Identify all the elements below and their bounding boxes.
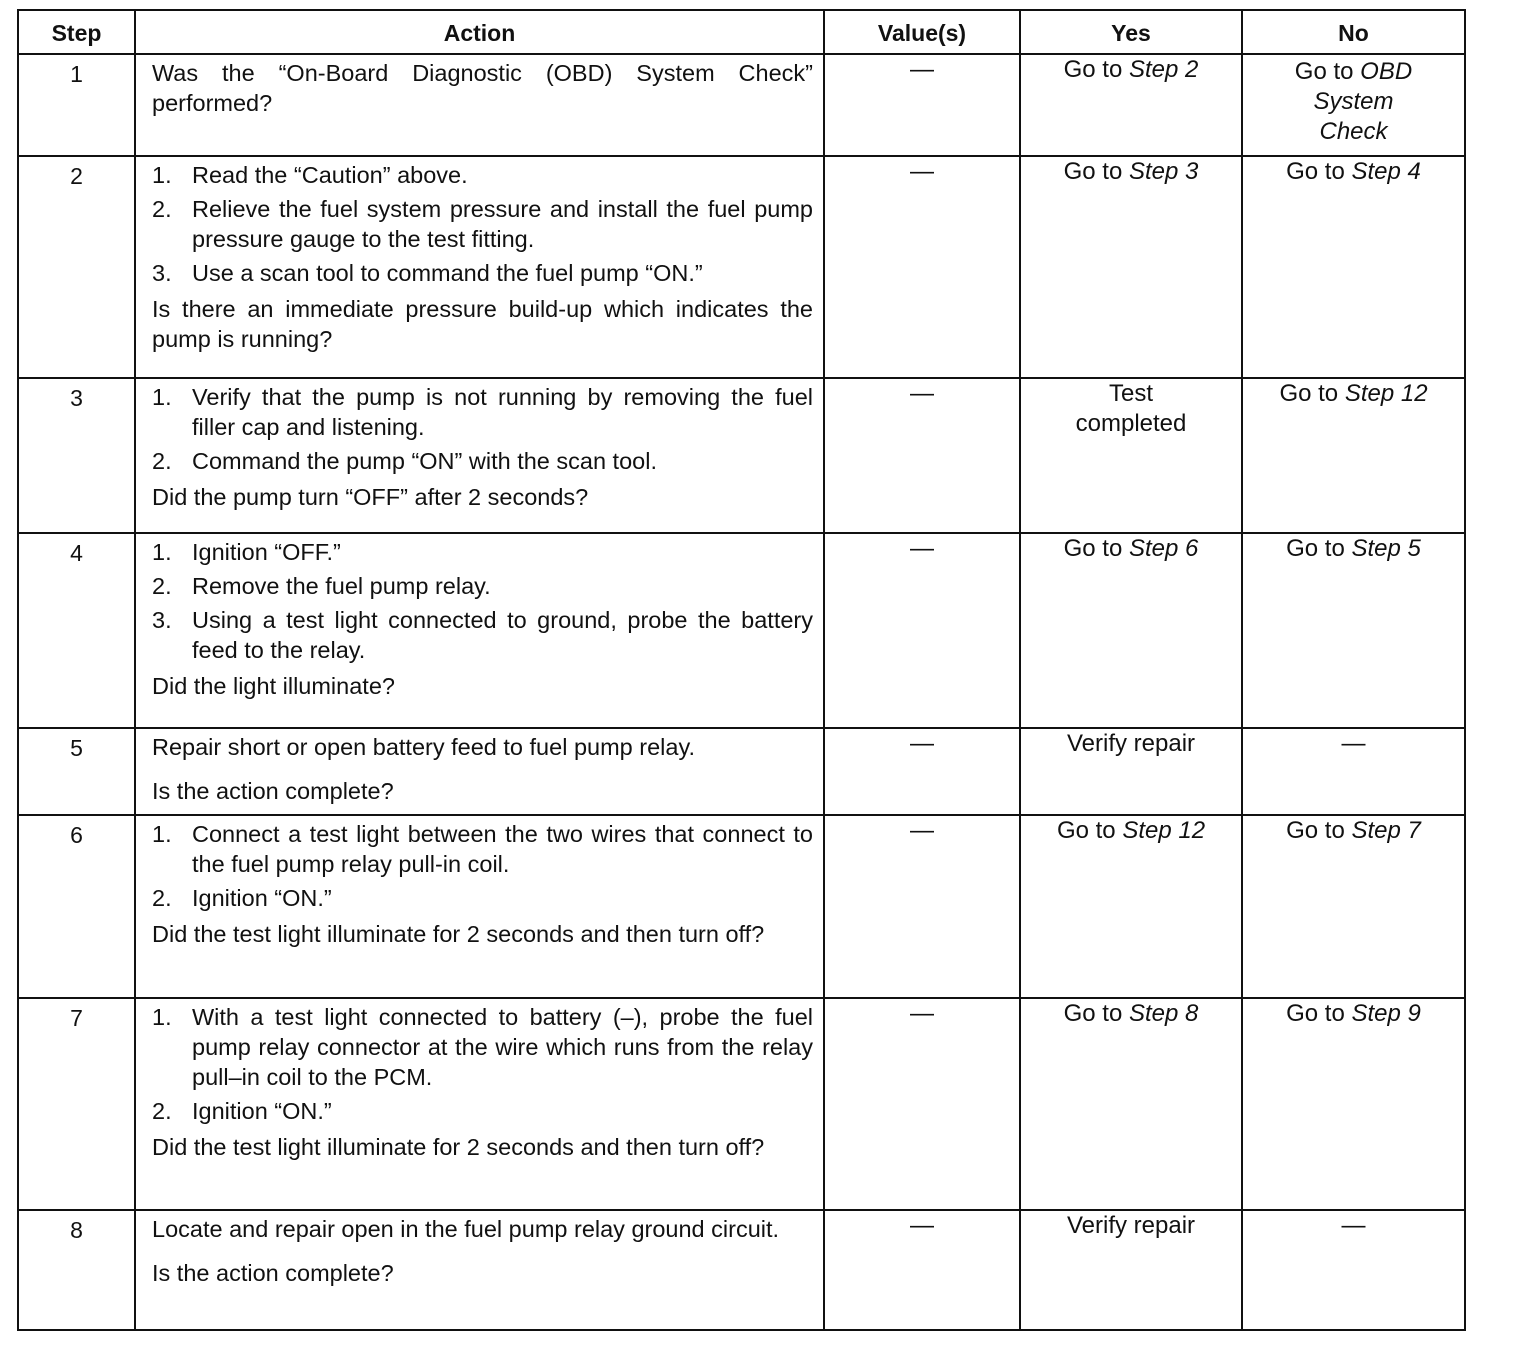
table-row: [18, 378, 1465, 533]
action-cell: [135, 815, 824, 998]
action-step-item: [152, 160, 813, 190]
no-cell: [1242, 728, 1465, 815]
step-number: 2: [18, 156, 135, 378]
no-step-reference[interactable]: Step 7: [1351, 817, 1421, 844]
item-number: 1.: [152, 1004, 172, 1030]
action-cell: [135, 378, 824, 533]
step-number: 5: [18, 728, 135, 815]
header-action: Action: [135, 10, 824, 54]
value-cell: —: [824, 533, 1020, 728]
yes-step-reference[interactable]: Step 6: [1128, 535, 1199, 562]
action-cell: [135, 533, 824, 728]
action-cell: [135, 728, 824, 815]
value-cell: —: [824, 54, 1020, 156]
item-number: 2.: [152, 885, 172, 911]
item-number: 1.: [152, 162, 172, 188]
item-text: Verify that the pump is not running by removing the fuel filler cap and listening.: [192, 384, 813, 440]
action-step-item: [152, 258, 813, 288]
no-goto-prefix: Go to: [1286, 158, 1352, 185]
no-goto-prefix: Go to: [1286, 817, 1352, 844]
value-cell: —: [824, 1210, 1020, 1330]
no-cell: [1242, 54, 1465, 156]
no-step-reference[interactable]: OBD System Check: [1313, 58, 1413, 145]
yes-cell: [1020, 728, 1242, 815]
yes-goto-prefix: Go to: [1063, 1000, 1129, 1027]
no-cell: [1242, 1210, 1465, 1330]
no-step-reference[interactable]: Step 12: [1344, 380, 1428, 407]
action-step-item: [152, 883, 813, 913]
table-row: [18, 998, 1465, 1210]
yes-text: Test completed: [1075, 380, 1187, 437]
item-text: Ignition “OFF.”: [192, 539, 341, 565]
action-question: Is the action complete?: [152, 1260, 394, 1286]
yes-step-reference[interactable]: Step 2: [1128, 56, 1199, 83]
no-text: —: [1341, 730, 1366, 757]
action-text: Locate and repair open in the fuel pump relay ground circuit.: [152, 1216, 780, 1242]
item-number: 2.: [152, 1098, 172, 1124]
yes-goto-prefix: Go to: [1056, 817, 1123, 844]
yes-cell: [1020, 815, 1242, 998]
no-cell: [1242, 815, 1465, 998]
header-yes: Yes: [1020, 10, 1242, 54]
no-goto-prefix: Go to: [1279, 380, 1345, 407]
item-number: 1.: [152, 821, 172, 847]
value-cell: —: [824, 378, 1020, 533]
item-text: Using a test light connected to ground, probe the battery feed to the relay.: [192, 607, 813, 663]
table-row: [18, 533, 1465, 728]
action-step-item: [152, 819, 813, 879]
yes-cell: [1020, 378, 1242, 533]
item-number: 3.: [152, 260, 172, 286]
yes-cell: [1020, 54, 1242, 156]
item-text: With a test light connected to battery (–), probe the fuel pump relay connector at the wire which runs from the relay pull–in coil to the PCM.: [192, 1004, 813, 1090]
action-step-item: [152, 382, 813, 442]
action-cell: [135, 54, 824, 156]
action-step-item: [152, 1002, 813, 1092]
step-number: 6: [18, 815, 135, 998]
no-cell: [1242, 378, 1465, 533]
no-goto-prefix: Go to: [1286, 1000, 1352, 1027]
header-no: No: [1242, 10, 1465, 54]
step-number: 3: [18, 378, 135, 533]
item-number: 2.: [152, 196, 172, 222]
action-step-item: [152, 537, 813, 567]
action-cell: [135, 1210, 824, 1330]
yes-cell: [1020, 156, 1242, 378]
item-text: Ignition “ON.”: [192, 885, 332, 911]
item-number: 3.: [152, 607, 172, 633]
no-goto-prefix: Go to: [1286, 535, 1352, 562]
action-step-item: [152, 194, 813, 254]
action-text: Repair short or open battery feed to fuel pump relay.: [152, 734, 695, 760]
item-text: Read the “Caution” above.: [192, 162, 468, 188]
item-text: Remove the fuel pump relay.: [192, 573, 491, 599]
action-question: Did the light illuminate?: [152, 673, 395, 699]
no-goto-prefix: Go to: [1294, 58, 1361, 85]
diagnostic-table: [17, 9, 1466, 1331]
no-step-reference[interactable]: Step 9: [1351, 1000, 1421, 1027]
value-cell: —: [824, 815, 1020, 998]
step-number: 4: [18, 533, 135, 728]
item-text: Ignition “ON.”: [192, 1098, 332, 1124]
no-cell: [1242, 998, 1465, 1210]
yes-cell: [1020, 1210, 1242, 1330]
action-text: Was the “On-Board Diagnostic (OBD) System Check” performed?: [152, 60, 813, 116]
action-step-item: [152, 446, 813, 476]
value-cell: —: [824, 998, 1020, 1210]
yes-step-reference[interactable]: Step 12: [1122, 817, 1206, 844]
yes-cell: [1020, 998, 1242, 1210]
yes-text: Verify repair: [1066, 730, 1196, 757]
item-text: Relieve the fuel system pressure and install the fuel pump pressure gauge to the test fitting.: [192, 196, 813, 252]
action-cell: [135, 998, 824, 1210]
yes-goto-prefix: Go to: [1063, 535, 1129, 562]
action-step-item: [152, 605, 813, 665]
action-question: Did the pump turn “OFF” after 2 seconds?: [152, 484, 589, 510]
table-row: [18, 54, 1465, 156]
yes-goto-prefix: Go to: [1063, 158, 1129, 185]
action-question: Is there an immediate pressure build-up which indicates the pump is running?: [152, 296, 813, 352]
item-number: 1.: [152, 539, 172, 565]
item-text: Use a scan tool to command the fuel pump “ON.”: [192, 260, 703, 286]
action-step-item: [152, 571, 813, 601]
item-text: Connect a test light between the two wires that connect to the fuel pump relay pull-in coil.: [192, 821, 813, 877]
no-cell: [1242, 533, 1465, 728]
header-row: [18, 10, 1465, 54]
no-text: —: [1341, 1212, 1366, 1239]
table-row: [18, 728, 1465, 815]
value-cell: —: [824, 728, 1020, 815]
no-step-reference[interactable]: Step 5: [1351, 535, 1421, 562]
value-cell: —: [824, 156, 1020, 378]
item-number: 2.: [152, 573, 172, 599]
table-row: [18, 815, 1465, 998]
step-number: 8: [18, 1210, 135, 1330]
action-question: Is the action complete?: [152, 778, 394, 804]
item-number: 1.: [152, 384, 172, 410]
no-cell: [1242, 156, 1465, 378]
step-number: 1: [18, 54, 135, 156]
step-number: 7: [18, 998, 135, 1210]
action-cell: [135, 156, 824, 378]
yes-cell: [1020, 533, 1242, 728]
table-row: [18, 1210, 1465, 1330]
item-text: Command the pump “ON” with the scan tool.: [192, 448, 657, 474]
no-step-reference[interactable]: Step 4: [1351, 158, 1421, 185]
action-question: Did the test light illuminate for 2 seconds and then turn off?: [152, 1134, 765, 1160]
action-step-item: [152, 1096, 813, 1126]
header-values: Value(s): [824, 10, 1020, 54]
yes-text: Verify repair: [1066, 1212, 1196, 1239]
yes-goto-prefix: Go to: [1063, 56, 1129, 83]
item-number: 2.: [152, 448, 172, 474]
yes-step-reference[interactable]: Step 8: [1128, 1000, 1199, 1027]
yes-step-reference[interactable]: Step 3: [1128, 158, 1199, 185]
table-row: [18, 156, 1465, 378]
action-question: Did the test light illuminate for 2 seconds and then turn off?: [152, 921, 765, 947]
header-step: Step: [18, 10, 135, 54]
